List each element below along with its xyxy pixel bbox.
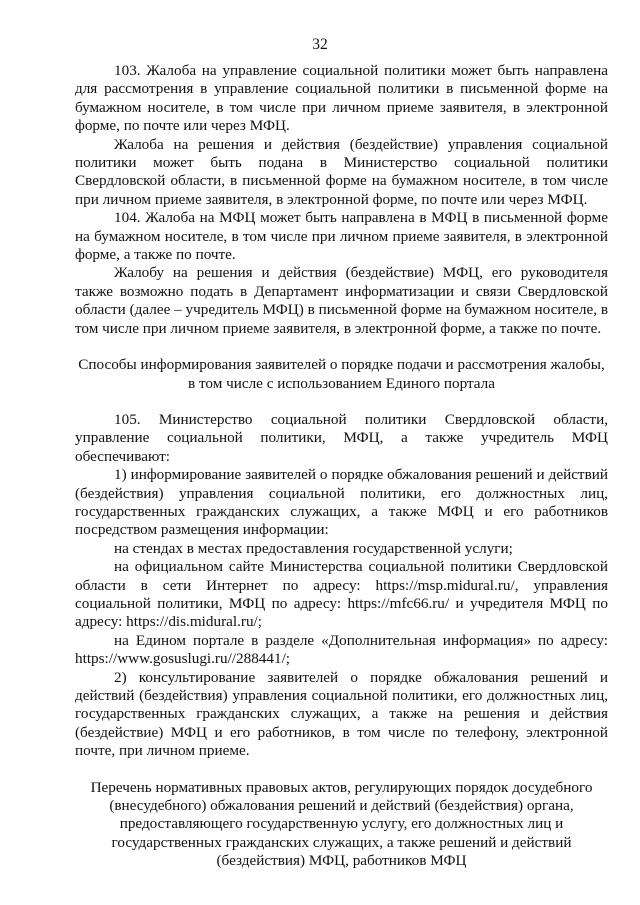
page-number: 32 — [312, 36, 328, 53]
paragraph-official-sites: на официальном сайте Министерства социальной политики Свердловской области в сети Интернет по адресу: https://msp.midural.ru/, управления социальной политики, МФЦ по адресу: https://mfc66.ru/ и учредителя МФЦ по адресу: https://dis.midural.ru/; — [75, 558, 608, 631]
paragraph-103: 103. Жалоба на управление социальной политики может быть направлена для рассмотрения в управление социальной политики в письменной форме на бумажном носителе, в том числе при личном приеме заявителя, в электронной форме, по почте или через МФЦ. — [75, 62, 608, 135]
paragraph-105-item-2: 2) консультирование заявителей о порядке обжалования решений и действий (бездействия) управления социальной политики, его должностных лиц, государственных гражданских служащих, а также на решения и действия (бездействие) МФЦ и его работников, в том числе по телефону, электронной почте, при личном приеме. — [75, 668, 608, 760]
paragraph-complaint-usp: Жалоба на решения и действия (бездействие) управления социальной политики может быть подана в Министерство социальной политики Свердловской области, в письменной форме на бумажном носителе, в том числе при личном приеме заявителя, в электронной форме, по почте или через МФЦ. — [75, 135, 608, 208]
paragraph-105: 105. Министерство социальной политики Свердловской области, управление социальной политики, МФЦ, а также учредитель МФЦ обеспечивают: — [75, 410, 608, 465]
paragraph-complaint-mfc: Жалобу на решения и действия (бездействие) МФЦ, его руководителя также возможно подать в Департамент информатизации и связи Свердловской области (далее – учредитель МФЦ) в письменной форме на бумажном носителе, в том числе при личном приеме заявителя, в электронной форме, а также по почте. — [75, 264, 608, 337]
paragraph-stands: на стендах в местах предоставления государственной услуги; — [114, 539, 513, 557]
paragraph-unified-portal: на Едином портале в разделе «Дополнительная информация» по адресу: https://www.gosuslugi.ru//288441/; — [75, 631, 608, 668]
paragraph-104: 104. Жалоба на МФЦ может быть направлена в МФЦ в письменной форме на бумажном носителе, в том числе при личном приеме заявителя, в электронной форме, а также по почте. — [75, 209, 608, 264]
section-heading-legal-acts: Перечень нормативных правовых актов, регулирующих порядок досудебного (внесудебного) обжалования решений и действий (бездействия) органа, предоставляющего государственную услугу, его должностных лиц и государственных гражданских служащих, а также решений и действий (бездействия) МФЦ, работников МФЦ — [90, 778, 593, 870]
paragraph-105-item-1: 1) информирование заявителей о порядке обжалования решений и действий (бездействия) управления социальной политики, его должностных лиц, государственных гражданских служащих, а также МФЦ и его работников посредством размещения информации: — [75, 466, 608, 539]
section-heading-informing: Способы информирования заявителей о порядке подачи и рассмотрения жалобы, в том числе с использованием Единого портала — [78, 356, 605, 392]
document-body — [75, 62, 608, 871]
